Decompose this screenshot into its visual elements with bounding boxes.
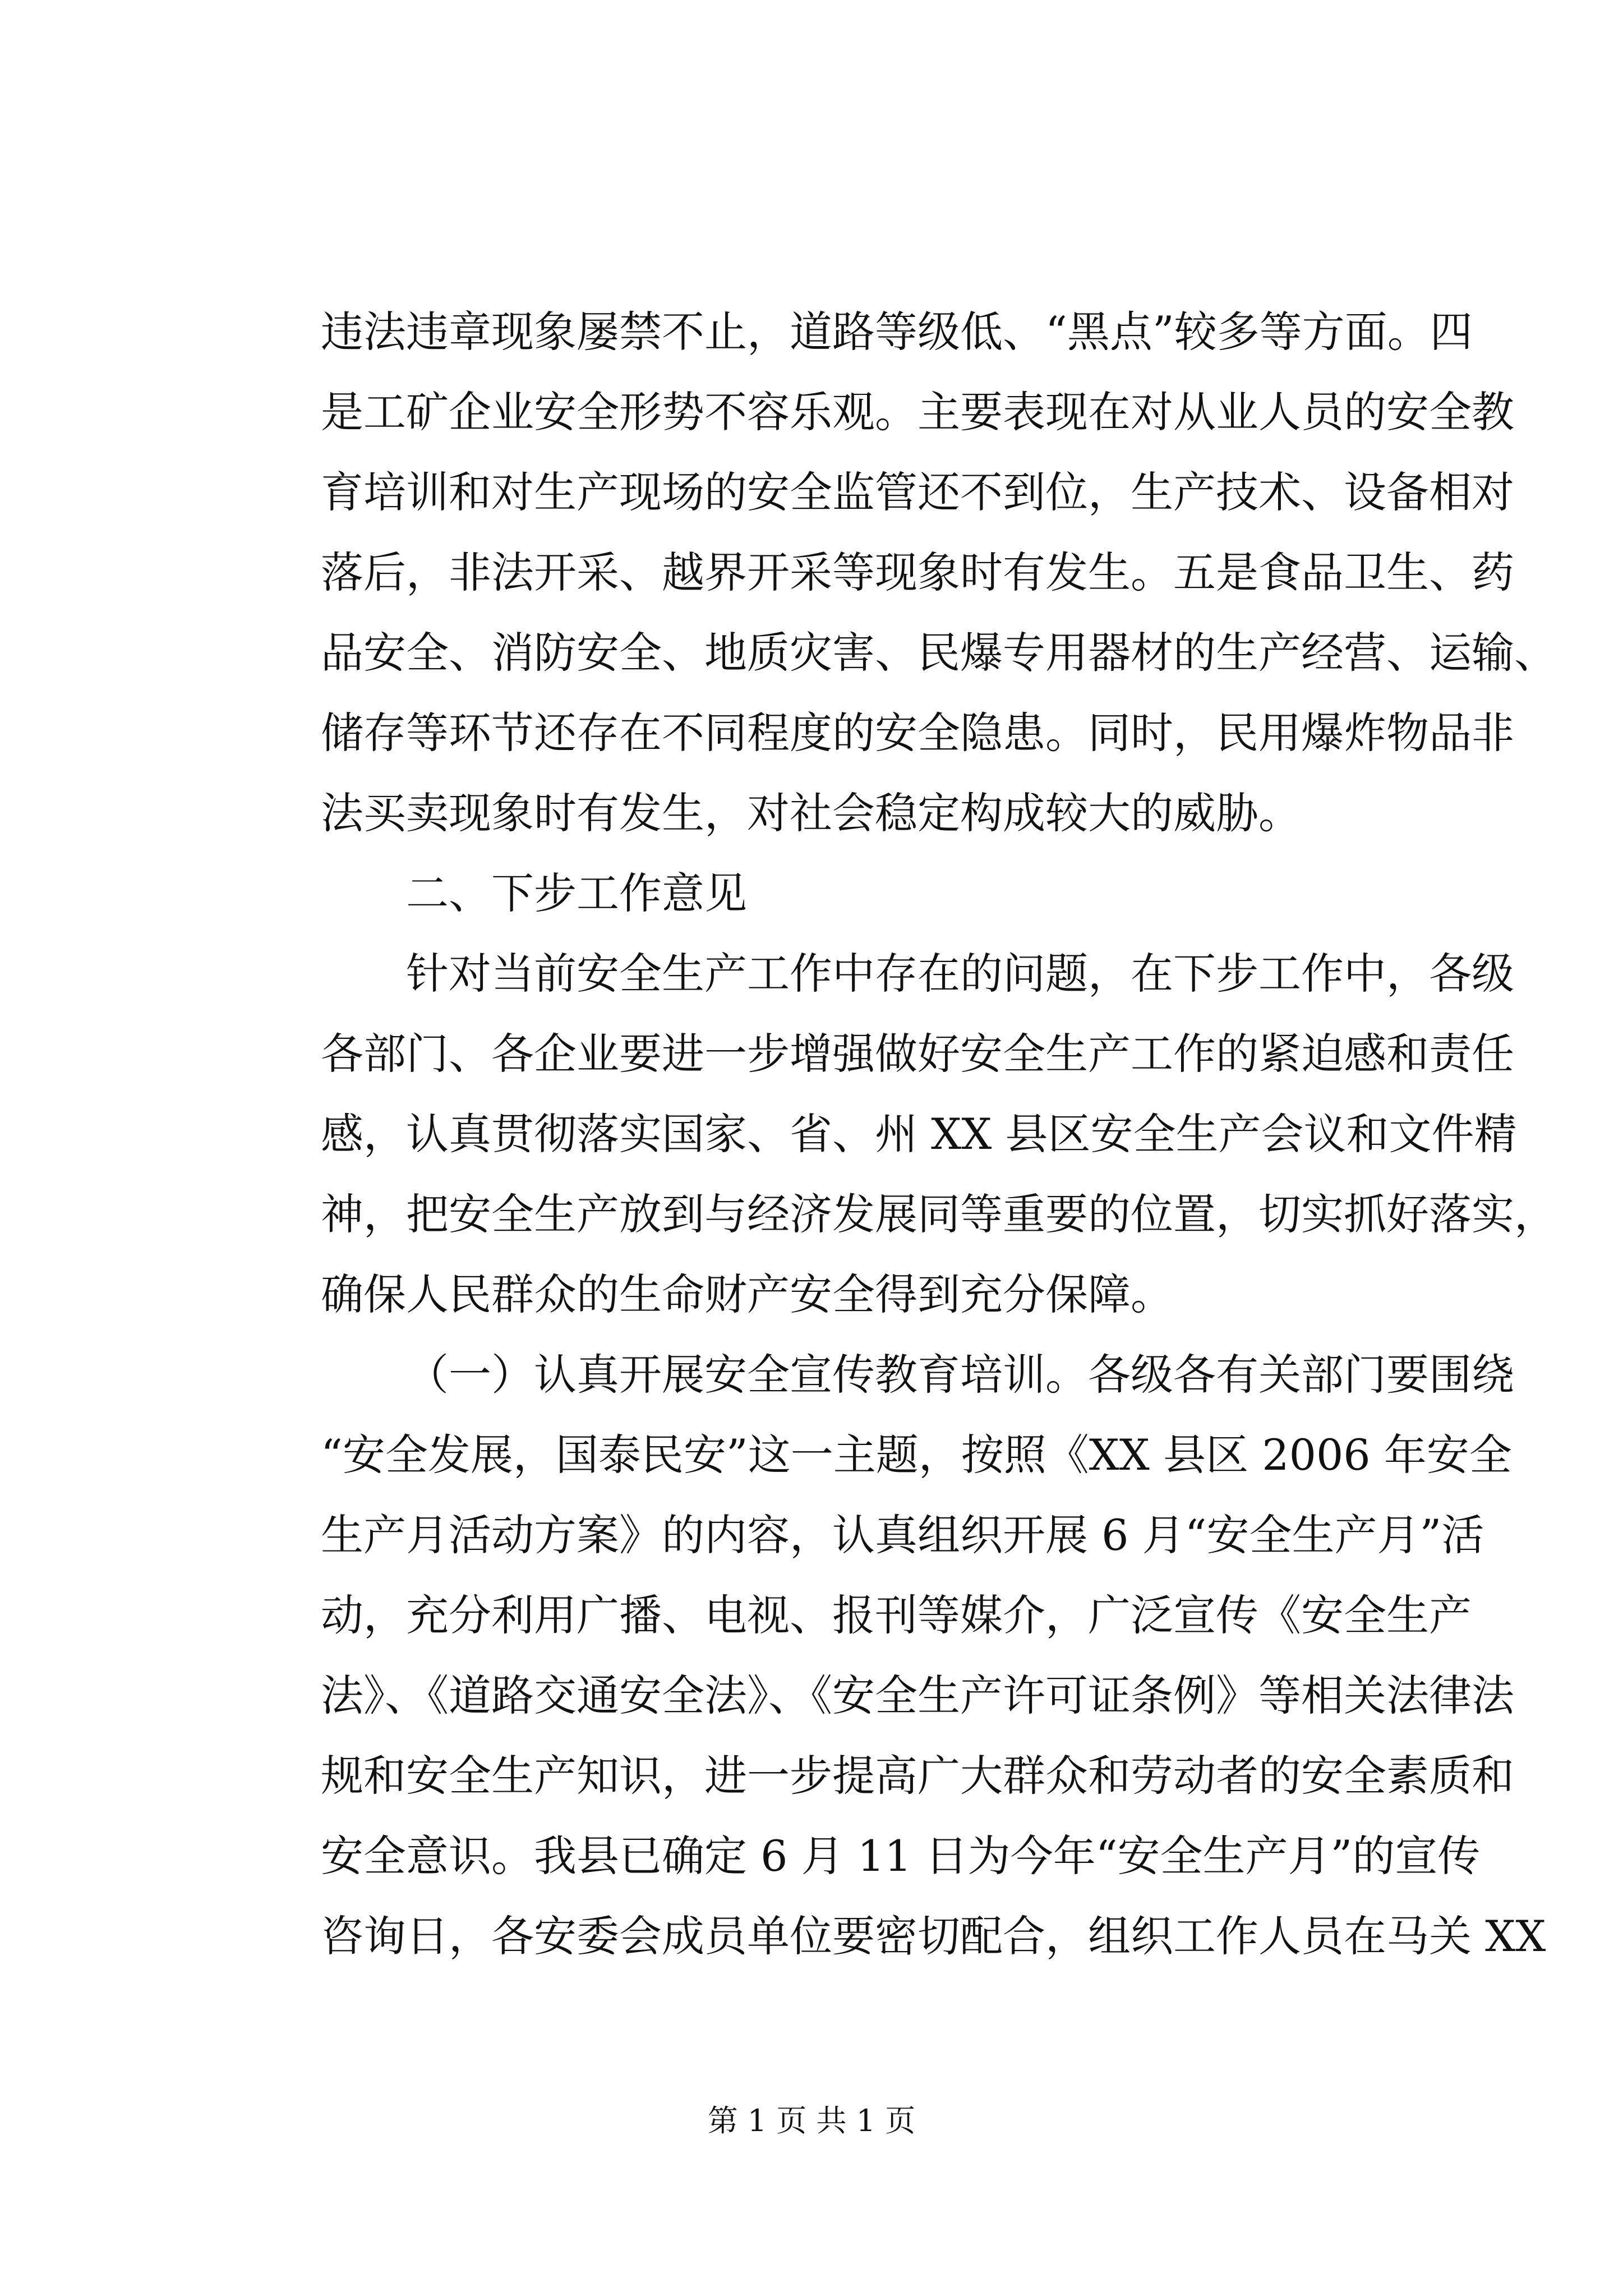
text-line: 落后，非法开采、越界开采等现象时有发生。五是食品卫生、药 xyxy=(321,547,1514,597)
text-line: （一）认真开展安全宣传教育培训。各级各有关部门要围绕 xyxy=(406,1350,1514,1400)
text-line: 法买卖现象时有发生，对社会稳定构成较大的威胁。 xyxy=(321,788,1301,838)
text-line: 品安全、消防安全、地质灾害、民爆专用器材的生产经营、运输、 xyxy=(321,628,1557,678)
text-line: 法》、《道路交通安全法》、《安全生产许可证条例》等相关法律法 xyxy=(321,1671,1514,1720)
text-line: 各部门、各企业要进一步增强做好安全生产工作的紧迫感和责任 xyxy=(321,1029,1514,1079)
text-line: 规和安全生产知识，进一步提高广大群众和劳动者的安全素质和 xyxy=(321,1751,1514,1801)
text-line: 违法违章现象屡禁不止，道路等级低、“黑点”较多等方面。四 xyxy=(321,307,1473,357)
text-line: 是工矿企业安全形势不容乐观。主要表现在对从业人员的安全教 xyxy=(321,387,1514,437)
text-line: 感，认真贯彻落实国家、省、州 XX 县区安全生产会议和文件精 xyxy=(321,1109,1517,1159)
text-line: 储存等环节还存在不同程度的安全隐患。同时，民用爆炸物品非 xyxy=(321,708,1514,758)
document-body xyxy=(321,292,1557,1976)
text-line: 神，把安全生产放到与经济发展同等重要的位置，切实抓好落实， xyxy=(321,1189,1557,1239)
page-footer xyxy=(0,2101,1623,2141)
text-line: 咨询日，各安委会成员单位要密切配合，组织工作人员在马关 XX xyxy=(321,1911,1546,1961)
text-line: 确保人民群众的生命财产安全得到充分保障。 xyxy=(321,1269,1173,1319)
text-line: 育培训和对生产现场的安全监管还不到位，生产技术、设备相对 xyxy=(321,467,1514,517)
section-heading: 二、下步工作意见 xyxy=(406,868,747,918)
text-line: 安全意识。我县已确定 6 月 11 日为今年“安全生产月”的宣传 xyxy=(321,1831,1481,1881)
text-line: 生产月活动方案》的内容，认真组织开展 6 月“安全生产月”活 xyxy=(321,1510,1484,1560)
text-line: 针对当前安全生产工作中存在的问题，在下步工作中，各级 xyxy=(406,949,1514,999)
text-line: “安全发展，国泰民安”这一主题，按照《XX 县区 2006 年安全 xyxy=(321,1430,1512,1480)
page-number-label: 第 1 页 共 1 页 xyxy=(707,2103,916,2138)
text-line: 动，充分利用广播、电视、报刊等媒介，广泛宣传《安全生产 xyxy=(321,1590,1472,1640)
